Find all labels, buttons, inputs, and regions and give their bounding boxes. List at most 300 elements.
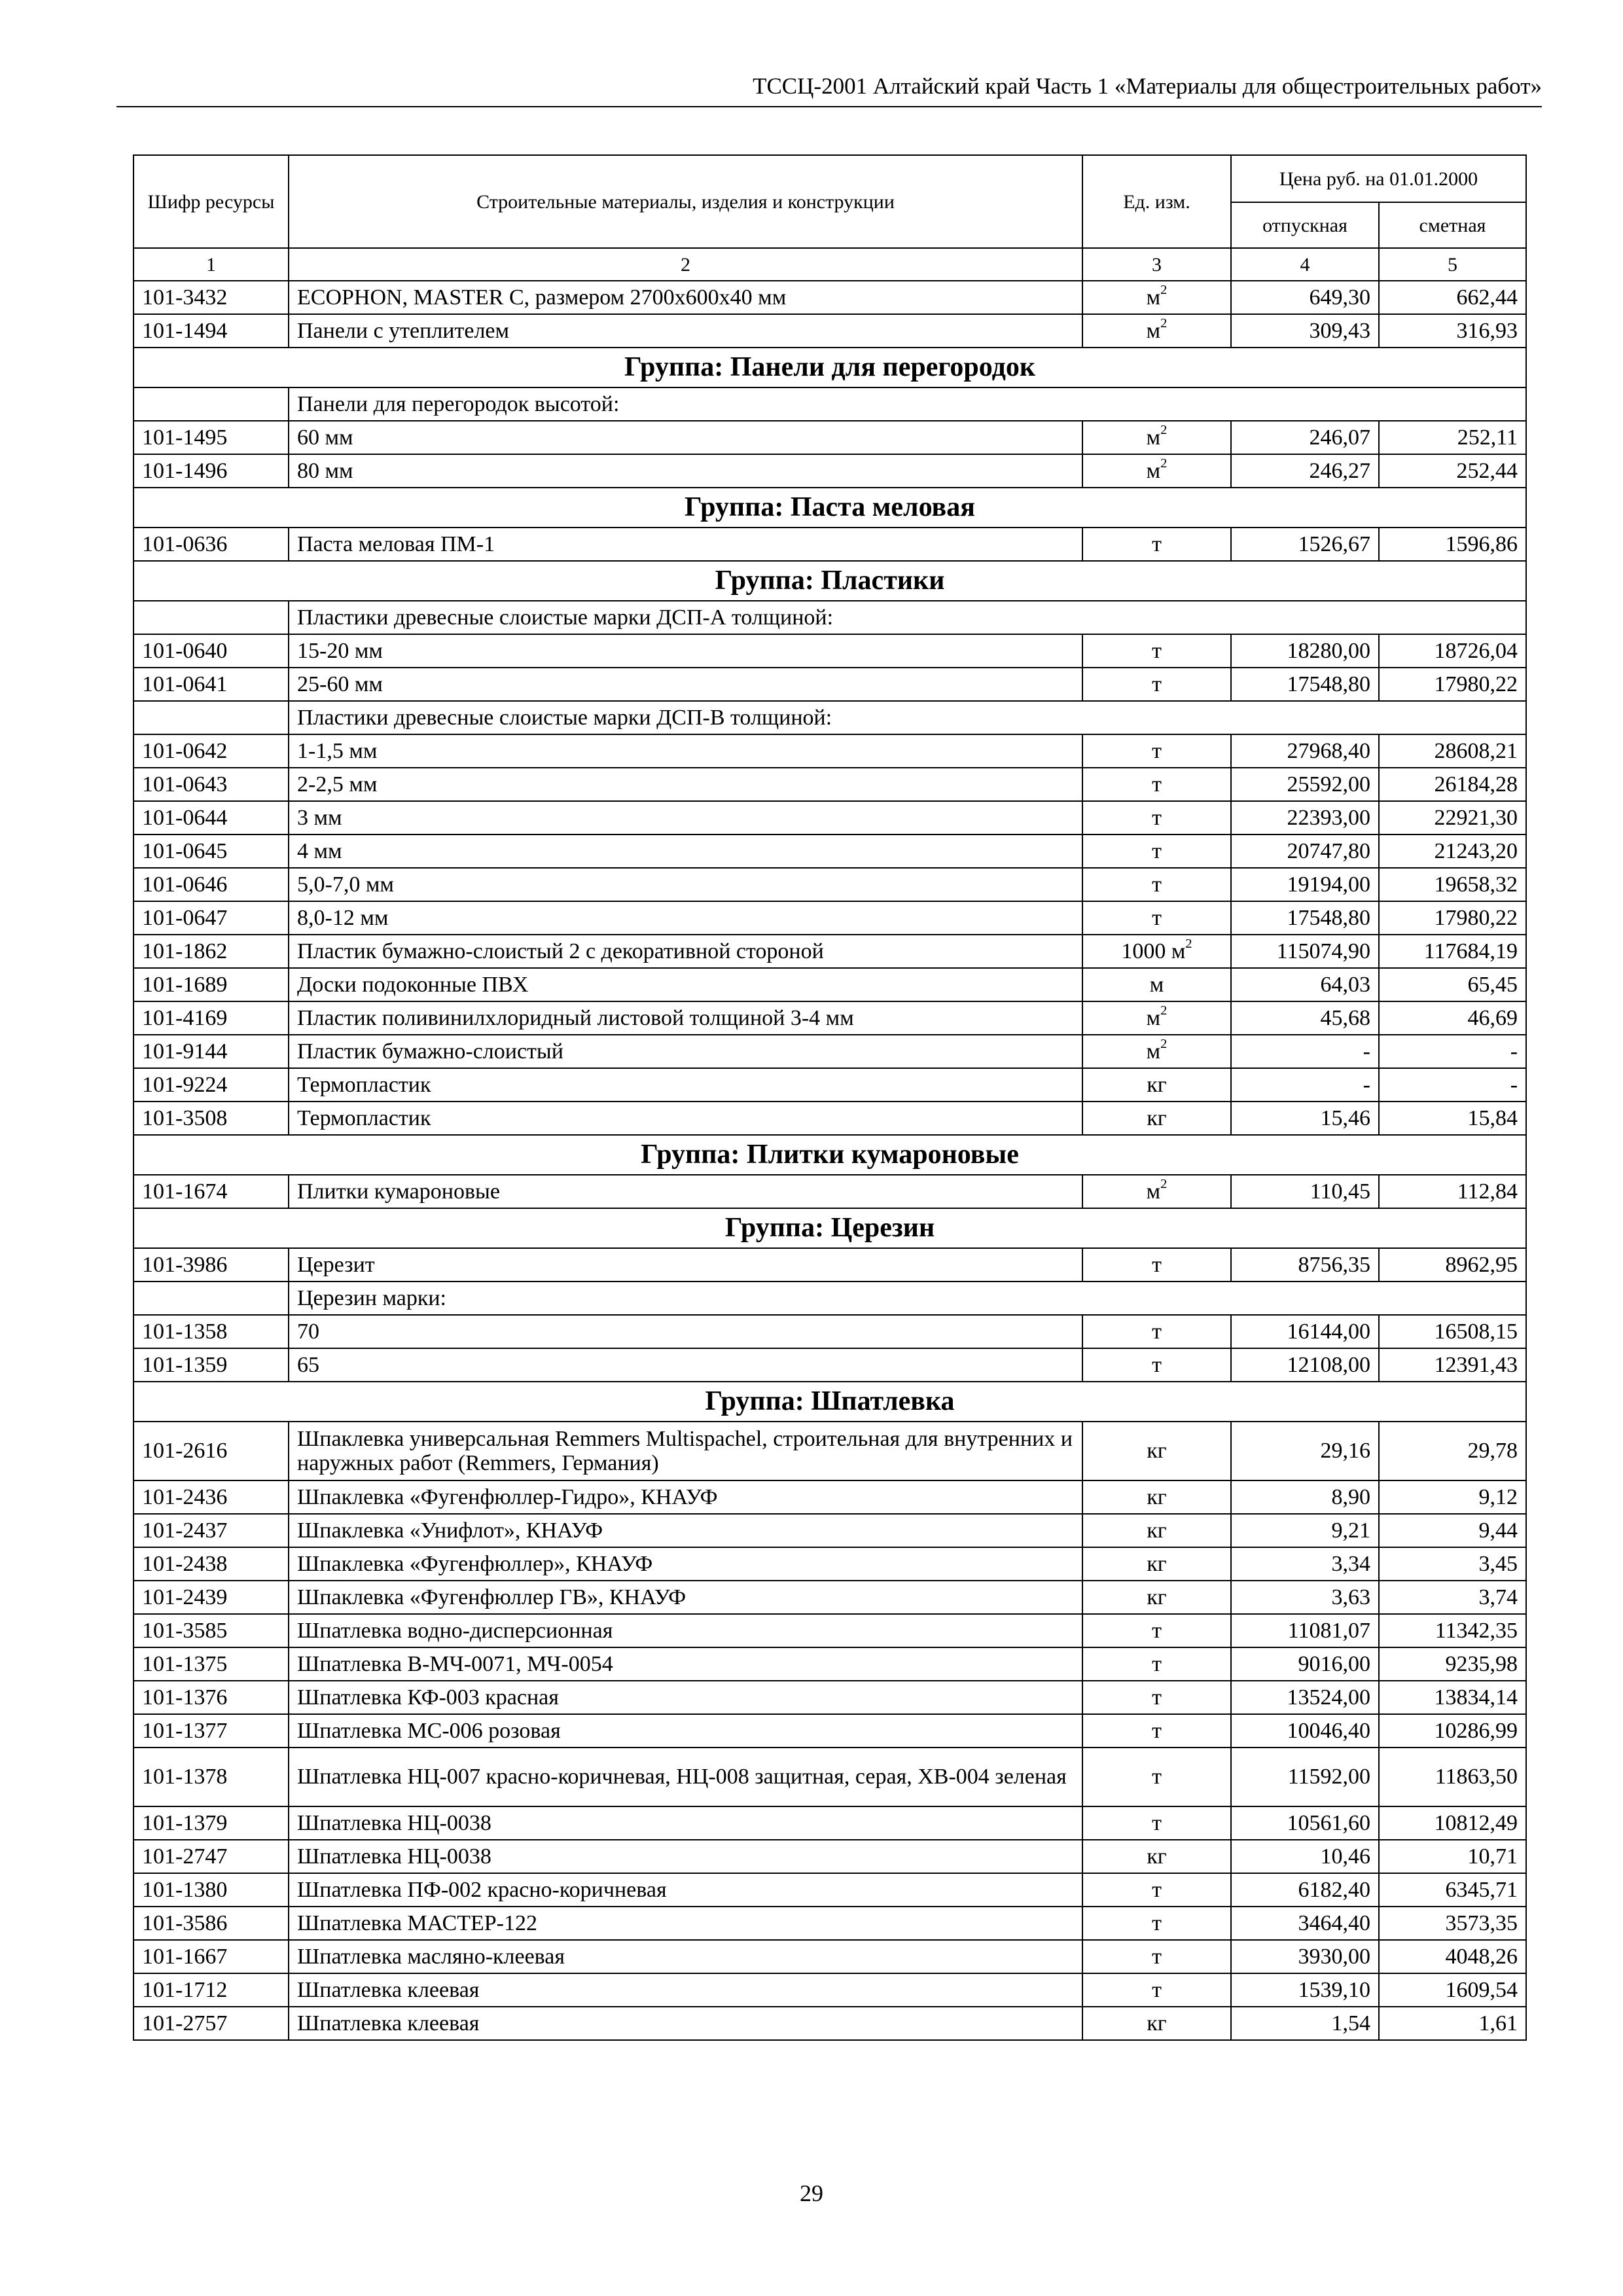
material-name: Шпатлевка водно-дисперсионная [289, 1614, 1082, 1647]
group-heading-row [134, 561, 1526, 601]
resource-code: 101-9224 [134, 1068, 289, 1102]
estimate-price: 10286,99 [1379, 1714, 1526, 1748]
unit-label: м [1146, 1039, 1161, 1064]
estimate-price: 4048,26 [1379, 1940, 1526, 1973]
estimate-price: 252,11 [1379, 421, 1526, 454]
resource-code: 101-1689 [134, 968, 289, 1001]
unit-label: т [1152, 1252, 1162, 1277]
release-price: 29,16 [1231, 1422, 1379, 1480]
table-row [134, 1681, 1526, 1714]
unit-label: т [1152, 1877, 1162, 1902]
material-name: Шпатлевка НЦ-0038 [289, 1840, 1082, 1873]
unit-label: т [1152, 738, 1162, 763]
unit-cell [1082, 1514, 1231, 1547]
unit-exponent: 2 [1185, 936, 1192, 951]
material-name: 1-1,5 мм [289, 734, 1082, 768]
release-price: 10046,40 [1231, 1714, 1379, 1748]
code-cell [134, 601, 289, 634]
resource-code: 101-2438 [134, 1547, 289, 1581]
release-price: 309,43 [1231, 314, 1379, 348]
resource-code: 101-1359 [134, 1348, 289, 1382]
release-price: 10,46 [1231, 1840, 1379, 1873]
material-name: 25-60 мм [289, 668, 1082, 701]
estimate-price: 28608,21 [1379, 734, 1526, 768]
resource-code: 101-1494 [134, 314, 289, 348]
unit-label: м [1146, 1005, 1161, 1030]
resource-code: 101-1674 [134, 1175, 289, 1208]
resource-code: 101-1712 [134, 1973, 289, 2007]
material-name: Шпатлевка масляно-клеевая [289, 1940, 1082, 1973]
unit-label: т [1152, 1810, 1162, 1835]
release-price: 8756,35 [1231, 1248, 1379, 1282]
resource-code: 101-2436 [134, 1480, 289, 1514]
resource-code: 101-1495 [134, 421, 289, 454]
resource-code: 101-3585 [134, 1614, 289, 1647]
resource-code: 101-3986 [134, 1248, 289, 1282]
unit-cell [1082, 901, 1231, 935]
unit-label: кг [1147, 2011, 1167, 2036]
table-row [134, 421, 1526, 454]
unit-exponent: 2 [1160, 422, 1168, 437]
release-price: 22393,00 [1231, 801, 1379, 834]
code-cell [134, 1282, 289, 1315]
group-heading: Группа: Шпатлевка [134, 1382, 1526, 1422]
unit-cell [1082, 314, 1231, 348]
release-price: 25592,00 [1231, 768, 1379, 801]
material-name: 80 мм [289, 454, 1082, 488]
resource-code: 101-3432 [134, 281, 289, 314]
table-body [134, 281, 1526, 2040]
group-heading: Группа: Церезин [134, 1208, 1526, 1248]
estimate-price: 112,84 [1379, 1175, 1526, 1208]
estimate-price: 65,45 [1379, 968, 1526, 1001]
estimate-price: 11863,50 [1379, 1748, 1526, 1806]
subheading: Церезин марки: [289, 1282, 1526, 1315]
resource-code: 101-2437 [134, 1514, 289, 1547]
unit-label: м [1146, 458, 1161, 483]
header-divider [116, 106, 1542, 107]
table-row [134, 1547, 1526, 1581]
unit-label: м [1146, 425, 1161, 450]
unit-cell [1082, 1068, 1231, 1102]
unit-cell [1082, 528, 1231, 561]
resource-code: 101-0641 [134, 668, 289, 701]
unit-cell [1082, 1315, 1231, 1348]
unit-cell [1082, 1547, 1231, 1581]
resource-code: 101-1376 [134, 1681, 289, 1714]
resource-code: 101-1377 [134, 1714, 289, 1748]
resource-code: 101-1378 [134, 1748, 289, 1806]
unit-label: м [1149, 972, 1164, 997]
price-table [133, 154, 1527, 2041]
unit-label: м [1146, 1179, 1161, 1204]
unit-label: т [1152, 905, 1162, 930]
material-name: Шпатлевка МС-006 розовая [289, 1714, 1082, 1748]
unit-cell [1082, 935, 1231, 968]
material-name: Шпатлевка ПФ-002 красно-коричневая [289, 1873, 1082, 1907]
material-name: Шпаклевка «Фугенфюллер», КНАУФ [289, 1547, 1082, 1581]
unit-label: т [1152, 1618, 1162, 1643]
release-price: 110,45 [1231, 1175, 1379, 1208]
unit-label: т [1152, 1944, 1162, 1969]
unit-cell [1082, 768, 1231, 801]
unit-cell [1082, 1748, 1231, 1806]
resource-code: 101-1496 [134, 454, 289, 488]
resource-code: 101-0636 [134, 528, 289, 561]
table-row [134, 1480, 1526, 1514]
unit-cell [1082, 968, 1231, 1001]
table-row [134, 1873, 1526, 1907]
subheading-row [134, 387, 1526, 421]
col-number: 5 [1379, 248, 1526, 281]
material-name: 60 мм [289, 421, 1082, 454]
unit-cell [1082, 1647, 1231, 1681]
resource-code: 101-9144 [134, 1035, 289, 1068]
estimate-price: 10,71 [1379, 1840, 1526, 1873]
col-header-code: Шифр ресурсы [134, 155, 289, 248]
resource-code: 101-0646 [134, 868, 289, 901]
table-row [134, 668, 1526, 701]
unit-exponent: 2 [1160, 456, 1168, 471]
resource-code: 101-0645 [134, 834, 289, 868]
group-heading-row [134, 348, 1526, 387]
unit-label: т [1152, 805, 1162, 830]
unit-cell [1082, 2007, 1231, 2040]
table-row [134, 935, 1526, 968]
estimate-price: 9235,98 [1379, 1647, 1526, 1681]
material-name: Пластик поливинилхлоридный листовой толщиной 3-4 мм [289, 1001, 1082, 1035]
estimate-price: 1609,54 [1379, 1973, 1526, 2007]
material-name: Панели с утеплителем [289, 314, 1082, 348]
subheading: Пластики древесные слоистые марки ДСП-В толщиной: [289, 701, 1526, 734]
unit-label: т [1152, 1718, 1162, 1743]
estimate-price: 3,74 [1379, 1581, 1526, 1614]
estimate-price: - [1379, 1068, 1526, 1102]
release-price: 8,90 [1231, 1480, 1379, 1514]
table-row [134, 1840, 1526, 1873]
release-price: 45,68 [1231, 1001, 1379, 1035]
material-name: Шпатлевка клеевая [289, 1973, 1082, 2007]
material-name: 4 мм [289, 834, 1082, 868]
release-price: 1,54 [1231, 2007, 1379, 2040]
material-name: Шпаклевка универсальная Remmers Multispachel, строительная для внутренних и наружных работ (Remmers, Германия) [289, 1422, 1082, 1480]
material-name: Паста меловая ПМ-1 [289, 528, 1082, 561]
unit-cell [1082, 1480, 1231, 1514]
release-price: 3,63 [1231, 1581, 1379, 1614]
resource-code: 101-1379 [134, 1806, 289, 1840]
estimate-price: 18726,04 [1379, 634, 1526, 668]
unit-cell [1082, 281, 1231, 314]
material-name: Шпатлевка клеевая [289, 2007, 1082, 2040]
estimate-price: 316,93 [1379, 314, 1526, 348]
release-price: 15,46 [1231, 1102, 1379, 1135]
col-number: 1 [134, 248, 289, 281]
material-name: Шпаклевка «Унифлот», КНАУФ [289, 1514, 1082, 1547]
table-row [134, 1748, 1526, 1806]
resource-code: 101-1375 [134, 1647, 289, 1681]
table-row [134, 968, 1526, 1001]
unit-label: т [1152, 638, 1162, 663]
table-row [134, 1068, 1526, 1102]
unit-cell [1082, 454, 1231, 488]
unit-label: кг [1147, 1484, 1167, 1509]
estimate-price: 19658,32 [1379, 868, 1526, 901]
table-row [134, 834, 1526, 868]
table-row [134, 734, 1526, 768]
unit-label: кг [1147, 1105, 1167, 1130]
resource-code: 101-2757 [134, 2007, 289, 2040]
group-heading: Группа: Пластики [134, 561, 1526, 601]
running-header: ТССЦ-2001 Алтайский край Часть 1 «Материалы для общестроительных работ» [753, 73, 1542, 99]
resource-code: 101-1380 [134, 1873, 289, 1907]
table-row [134, 901, 1526, 935]
unit-label: т [1152, 872, 1162, 897]
table-row [134, 1973, 1526, 2007]
estimate-price: 117684,19 [1379, 935, 1526, 968]
unit-cell [1082, 734, 1231, 768]
resource-code: 101-0642 [134, 734, 289, 768]
estimate-price: 11342,35 [1379, 1614, 1526, 1647]
table-row [134, 1907, 1526, 1940]
release-price: 1539,10 [1231, 1973, 1379, 2007]
estimate-price: 29,78 [1379, 1422, 1526, 1480]
col-header-release-price: отпускная [1231, 202, 1379, 248]
table-row [134, 634, 1526, 668]
resource-code: 101-1667 [134, 1940, 289, 1973]
table-row [134, 1614, 1526, 1647]
unit-label: кг [1147, 1072, 1167, 1097]
subheading: Пластики древесные слоистые марки ДСП-А толщиной: [289, 601, 1526, 634]
code-cell [134, 701, 289, 734]
group-heading: Группа: Паста меловая [134, 488, 1526, 528]
unit-label: т [1152, 1910, 1162, 1935]
unit-cell [1082, 1806, 1231, 1840]
estimate-price: 1596,86 [1379, 528, 1526, 561]
unit-label: т [1152, 531, 1162, 556]
material-name: Шпатлевка КФ-003 красная [289, 1681, 1082, 1714]
resource-code: 101-2439 [134, 1581, 289, 1614]
estimate-price: 9,12 [1379, 1480, 1526, 1514]
release-price: 17548,80 [1231, 901, 1379, 935]
unit-exponent: 2 [1160, 1036, 1168, 1051]
table-row [134, 454, 1526, 488]
estimate-price: 8962,95 [1379, 1248, 1526, 1282]
release-price: 18280,00 [1231, 634, 1379, 668]
unit-label: кг [1147, 1844, 1167, 1869]
col-number: 3 [1082, 248, 1231, 281]
release-price: 649,30 [1231, 281, 1379, 314]
material-name: 15-20 мм [289, 634, 1082, 668]
estimate-price: 17980,22 [1379, 668, 1526, 701]
group-heading: Группа: Панели для перегородок [134, 348, 1526, 387]
unit-label: кг [1147, 1551, 1167, 1576]
unit-cell [1082, 634, 1231, 668]
estimate-price: 662,44 [1379, 281, 1526, 314]
release-price: 6182,40 [1231, 1873, 1379, 1907]
resource-code: 101-0640 [134, 634, 289, 668]
unit-label: т [1152, 1765, 1162, 1789]
table-row [134, 1940, 1526, 1973]
release-price: 27968,40 [1231, 734, 1379, 768]
estimate-price: 15,84 [1379, 1102, 1526, 1135]
material-name: Шпатлевка МАСТЕР-122 [289, 1907, 1082, 1940]
release-price: - [1231, 1035, 1379, 1068]
estimate-price: 3573,35 [1379, 1907, 1526, 1940]
estimate-price: - [1379, 1035, 1526, 1068]
resource-code: 101-3586 [134, 1907, 289, 1940]
estimate-price: 26184,28 [1379, 768, 1526, 801]
material-name: Шпатлевка НЦ-0038 [289, 1806, 1082, 1840]
resource-code: 101-0647 [134, 901, 289, 935]
unit-cell [1082, 868, 1231, 901]
table-row [134, 1714, 1526, 1748]
estimate-price: 13834,14 [1379, 1681, 1526, 1714]
estimate-price: 9,44 [1379, 1514, 1526, 1547]
page-number: 29 [800, 2180, 823, 2206]
col-number: 4 [1231, 248, 1379, 281]
estimate-price: 22921,30 [1379, 801, 1526, 834]
table-row [134, 801, 1526, 834]
unit-cell [1082, 1614, 1231, 1647]
unit-label: м [1146, 318, 1161, 343]
resource-code: 101-1862 [134, 935, 289, 968]
release-price: 9016,00 [1231, 1647, 1379, 1681]
estimate-price: 21243,20 [1379, 834, 1526, 868]
unit-cell [1082, 801, 1231, 834]
table-row [134, 1102, 1526, 1135]
estimate-price: 16508,15 [1379, 1315, 1526, 1348]
col-header-unit: Ед. изм. [1082, 155, 1231, 248]
unit-label: м [1146, 285, 1161, 310]
estimate-price: 10812,49 [1379, 1806, 1526, 1840]
table-row [134, 1175, 1526, 1208]
unit-label: т [1152, 1352, 1162, 1377]
release-price: 1526,67 [1231, 528, 1379, 561]
unit-cell [1082, 1035, 1231, 1068]
unit-label: кг [1147, 1518, 1167, 1543]
release-price: 20747,80 [1231, 834, 1379, 868]
table-row [134, 2007, 1526, 2040]
release-price: 246,27 [1231, 454, 1379, 488]
resource-code: 101-0643 [134, 768, 289, 801]
unit-exponent: 2 [1160, 315, 1168, 331]
unit-cell [1082, 1840, 1231, 1873]
code-cell [134, 387, 289, 421]
material-name: Доски подоконные ПВХ [289, 968, 1082, 1001]
release-price: 11592,00 [1231, 1748, 1379, 1806]
estimate-price: 3,45 [1379, 1547, 1526, 1581]
estimate-price: 252,44 [1379, 454, 1526, 488]
unit-cell [1082, 834, 1231, 868]
col-number: 2 [289, 248, 1082, 281]
table-row [134, 1348, 1526, 1382]
release-price: 13524,00 [1231, 1681, 1379, 1714]
unit-cell [1082, 1248, 1231, 1282]
resource-code: 101-4169 [134, 1001, 289, 1035]
release-price: 3930,00 [1231, 1940, 1379, 1973]
unit-cell [1082, 1175, 1231, 1208]
unit-cell [1082, 1873, 1231, 1907]
estimate-price: 1,61 [1379, 2007, 1526, 2040]
unit-cell [1082, 1940, 1231, 1973]
unit-label: т [1152, 1685, 1162, 1710]
release-price: 115074,90 [1231, 935, 1379, 968]
material-name: 3 мм [289, 801, 1082, 834]
estimate-price: 17980,22 [1379, 901, 1526, 935]
material-name: 70 [289, 1315, 1082, 1348]
release-price: 9,21 [1231, 1514, 1379, 1547]
release-price: 17548,80 [1231, 668, 1379, 701]
unit-cell [1082, 1001, 1231, 1035]
unit-exponent: 2 [1160, 1176, 1168, 1191]
unit-cell [1082, 1714, 1231, 1748]
estimate-price: 6345,71 [1379, 1873, 1526, 1907]
release-price: 16144,00 [1231, 1315, 1379, 1348]
group-heading: Группа: Плитки кумароновые [134, 1135, 1526, 1175]
release-price: 10561,60 [1231, 1806, 1379, 1840]
table-row [134, 528, 1526, 561]
material-name: 8,0-12 мм [289, 901, 1082, 935]
material-name: 5,0-7,0 мм [289, 868, 1082, 901]
unit-label: кг [1147, 1439, 1167, 1463]
group-heading-row [134, 488, 1526, 528]
group-heading-row [134, 1208, 1526, 1248]
material-name: Шпаклевка «Фугенфюллер-Гидро», КНАУФ [289, 1480, 1082, 1514]
col-header-estimate-price: сметная [1379, 202, 1526, 248]
table-row [134, 868, 1526, 901]
table-row [134, 1514, 1526, 1547]
material-name: Пластик бумажно-слоистый [289, 1035, 1082, 1068]
unit-cell [1082, 1102, 1231, 1135]
release-price: 11081,07 [1231, 1614, 1379, 1647]
material-name: Шпатлевка НЦ-007 красно-коричневая, НЦ-008 защитная, серая, ХВ-004 зеленая [289, 1748, 1082, 1806]
table-row [134, 281, 1526, 314]
release-price: 3464,40 [1231, 1907, 1379, 1940]
material-name: 2-2,5 мм [289, 768, 1082, 801]
resource-code: 101-2616 [134, 1422, 289, 1480]
table-row [134, 1315, 1526, 1348]
table-row [134, 1647, 1526, 1681]
release-price: 19194,00 [1231, 868, 1379, 901]
material-name: ECOPHON, MASTER C, размером 2700х600х40 мм [289, 281, 1082, 314]
resource-code: 101-1358 [134, 1315, 289, 1348]
table-row [134, 1581, 1526, 1614]
release-price: 3,34 [1231, 1547, 1379, 1581]
unit-exponent: 2 [1160, 282, 1168, 297]
material-name: Плитки кумароновые [289, 1175, 1082, 1208]
material-name: Термопластик [289, 1102, 1082, 1135]
table-row [134, 1035, 1526, 1068]
subheading-row [134, 601, 1526, 634]
group-heading-row [134, 1135, 1526, 1175]
resource-code: 101-0644 [134, 801, 289, 834]
material-name: 65 [289, 1348, 1082, 1382]
unit-label: кг [1147, 1585, 1167, 1609]
estimate-price: 12391,43 [1379, 1348, 1526, 1382]
unit-label: т [1152, 838, 1162, 863]
unit-cell [1082, 668, 1231, 701]
unit-cell [1082, 1422, 1231, 1480]
material-name: Пластик бумажно-слоистый 2 с декоративной стороной [289, 935, 1082, 968]
unit-cell [1082, 1348, 1231, 1382]
unit-cell [1082, 421, 1231, 454]
release-price: 246,07 [1231, 421, 1379, 454]
subheading: Панели для перегородок высотой: [289, 387, 1526, 421]
unit-cell [1082, 1907, 1231, 1940]
subheading-row [134, 701, 1526, 734]
release-price: - [1231, 1068, 1379, 1102]
unit-cell [1082, 1681, 1231, 1714]
